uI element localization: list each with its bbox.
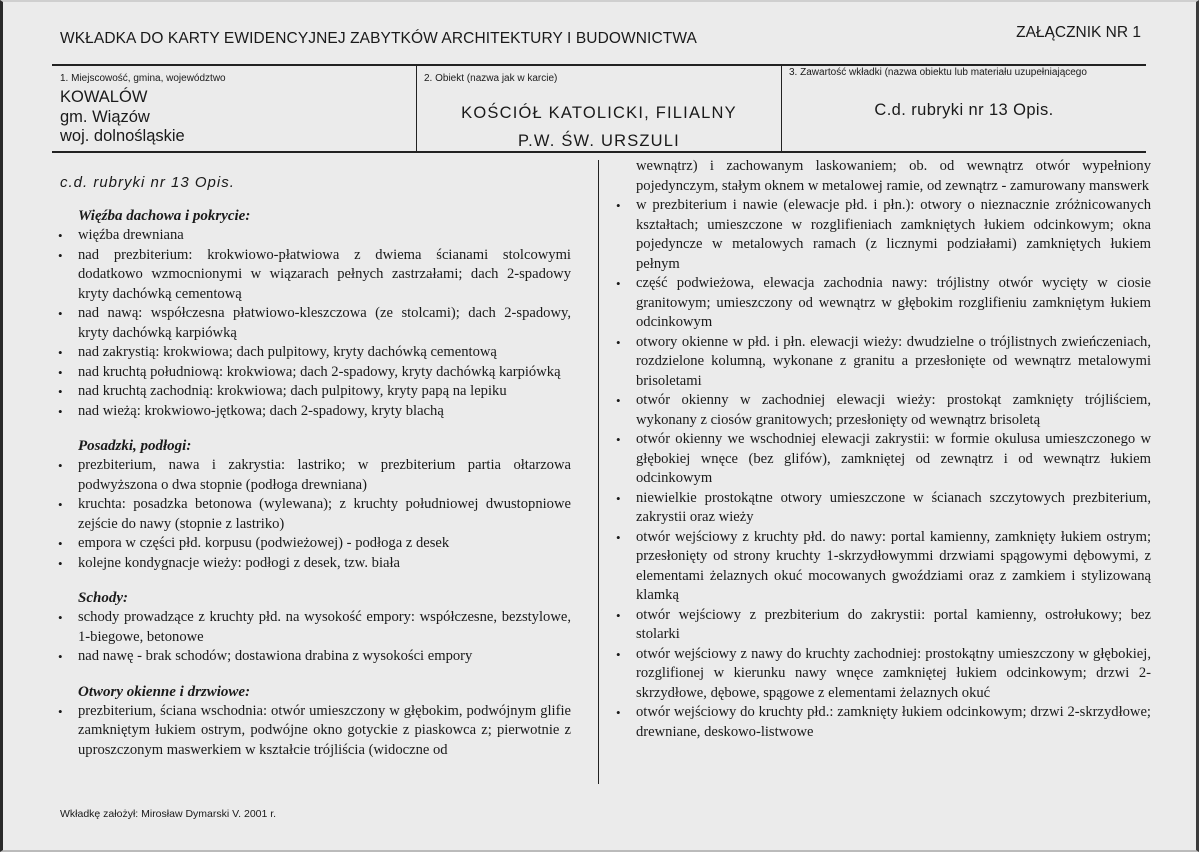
list-item: • więźba drewniana	[56, 226, 571, 246]
list-item: • schody prowadzące z kruchty płd. na wysokość empory: współczesne, bezstylowe, 1-biegowe, betonowe	[56, 608, 571, 647]
location-label: 1. Miejscowość, gmina, województwo	[60, 73, 226, 84]
village-name: KOWALÓW	[60, 88, 148, 106]
list-item: • otwór okienny w zachodniej elewacji wieży: prostokąt zamknięty trójliściem, wykonany z ciosów granitowych; przesłonięty od wewnątrz brisoletą	[614, 391, 1151, 430]
list-item: • nad prezbiterium: krokwiowo-płatwiowa z dwiema ścianami stolcowymi dodatkowo wzmocnionymi w wiązarach pełnych zastrzałami; dach 2-spadowy kryty dachówką cementową	[56, 246, 571, 305]
list-item: • otwór wejściowy z prezbiterium do zakrystii: portal kamienny, ostrołukowy; bez stolarki	[614, 606, 1151, 645]
list-item: • część podwieżowa, elewacja zachodnia nawy: trójlistny otwór wycięty w ciosie granitowym; umieszczony od wewnątrz w głębokim rozglifieniu zamkniętym łukiem odcinkowym	[614, 274, 1151, 333]
content-label: 3. Zawartość wkładki (nazwa obiektu lub materiału uzupełniającego	[789, 67, 1087, 78]
object-value	[418, 99, 780, 155]
founder-note: Wkładkę założył: Mirosław Dymarski V. 2001 r.	[60, 808, 277, 820]
list-item: • otwór wejściowy do kruchty płd.: zamknięty łukiem odcinkowym; drzwi 2-skrzydłowe; drewniane, deskowo-listwowe	[614, 703, 1151, 742]
stairs-section-title: Schody:	[78, 590, 128, 606]
list-item: • kolejne kondygnacje wieży: podłogi z desek, tzw. biała	[56, 554, 571, 574]
floors-list	[56, 456, 571, 573]
list-item: • nad kruchtą zachodnią: krokwiowa; dach pulpitowy, kryty papą na lepiku	[56, 382, 571, 402]
floors-section-title: Posadzki, podłogi:	[78, 438, 192, 454]
content-value: C.d. rubryki nr 13 Opis.	[874, 101, 1054, 119]
list-item: • nad kruchtą południową: krokwiowa; dach 2-spadowy, kryty dachówką karpiówką	[56, 363, 571, 383]
list-item: • empora w części płd. korpusu (podwieżowej) - podłoga z desek	[56, 534, 571, 554]
list-item: • kruchta: posadzka betonowa (wylewana); z kruchty południowej dwustopniowe zejście do nawy (stopnie z lastriko)	[56, 495, 571, 534]
list-item: • nad zakrystią: krokwiowa; dach pulpitowy, kryty dachówką cementową	[56, 343, 571, 363]
list-item: • otwór wejściowy z nawy do kruchty zachodniej: prostokątny umieszczony w głębokiej, rozglifionej w kierunku nawy wnęce zamkniętej łukiem odcinkowym; drzwi 2-skrzydłowe, dębowe, spągowe z elementami żelaznych okuć	[614, 645, 1151, 704]
list-item: • nad nawę - brak schodów; dostawiona drabina z wysokości empory	[56, 647, 571, 667]
list-item: • otwory okienne w płd. i płn. elewacji wieży: dwudzielne o trójlistnych zwieńczeniach, rozdzielone kolumną, wykonane z granitu a przesłonięte od wewnątrz metalowymi brisoletami	[614, 333, 1151, 392]
stairs-list	[56, 608, 571, 667]
section-subheading: c.d. rubryki nr 13 Opis.	[60, 174, 235, 191]
list-item: • nad wieżą: krokwiowo-jętkowa; dach 2-spadowy, kryty blachą	[56, 402, 571, 422]
openings-list	[56, 702, 571, 761]
openings-section-title: Otwory okienne i drzwiowe:	[78, 683, 251, 700]
annex-label: ZAŁĄCZNIK NR 1	[1016, 24, 1141, 41]
roof-section-title: Więźba dachowa i pokrycie:	[78, 208, 251, 224]
cell-divider-1	[416, 64, 417, 153]
left-column	[56, 170, 571, 777]
object-name: KOŚCIÓŁ KATOLICKI, FILIALNY	[461, 104, 737, 122]
list-item: • otwór okienny we wschodniej elewacji zakrystii: w formie okulusa umieszczonego w głębokiej wnęce (bez glifów), zamkniętej od zewnątrz i od wewnątrz łukiem odcinkowym	[614, 430, 1151, 489]
openings-list-continued	[614, 196, 1151, 742]
list-item: • w prezbiterium i nawie (elewacje płd. i płn.): otwory o nieznacznie zróżnicowanych kształtach; umieszczone w rozglifieniach zamkniętych łukiem odcinkowym; okna pojedyncze w metalowych ramach (z licznymi podziałami) zamkniętych łukiem pełnym	[614, 196, 1151, 274]
cell-divider-2	[781, 64, 782, 153]
roof-list	[56, 226, 571, 421]
list-item: • prezbiterium, nawa i zakrystia: lastriko; w prezbiterium partia ołtarzowa podwyższona o dwa stopnie (podłoga drewniana)	[56, 456, 571, 495]
list-item: • nad nawą: współczesna płatwiowo-kleszczowa (ze stolcami); dach 2-spadowy, kryty dachówką karpiówką	[56, 304, 571, 343]
voivodeship-name: woj. dolnośląskie	[60, 127, 185, 145]
continued-text: wewnątrz) i zachowanym laskowaniem; ob. od wewnątrz otwór wypełniony pojedynczym, stałym oknem w metalowej ramie, od zewnątrz - zamurowany manswerk	[636, 158, 1151, 194]
commune-name: gm. Wiązów	[60, 107, 150, 126]
object-label: 2. Obiekt (nazwa jak w karcie)	[424, 73, 558, 84]
list-item: • prezbiterium, ściana wschodnia: otwór umieszczony w głębokim, podwójnym glifie zamkniętym łukiem ostrym, podwójne okno gotyckie z piaskowca z; pierwotnie z uproszczonym maswerkiem w kształcie trójliścia (widoczne od	[56, 702, 571, 761]
object-dedication: P.W. ŚW. URSZULI	[518, 132, 680, 150]
right-column	[614, 157, 1151, 742]
list-item: • otwór wejściowy z kruchty płd. do nawy: portal kamienny, zamknięty łukiem ostrym; przesłonięty od strony kruchty 1-skrzydłowymmi drzwiami spągowymi dębowymi, z elementami żelaznych okuć mocowanych gwoździami oraz z zamkiem i stylizowaną klamką	[614, 528, 1151, 606]
table-top-rule	[52, 64, 1146, 66]
column-divider	[598, 160, 599, 784]
location-value	[60, 88, 185, 147]
document-title: WKŁADKA DO KARTY EWIDENCYJNEJ ZABYTKÓW ARCHITEKTURY I BUDOWNICTWA	[60, 30, 697, 47]
list-item: • niewielkie prostokątne otwory umieszczone w ścianach szczytowych prezbiterium, zakrystii oraz wieży	[614, 489, 1151, 528]
